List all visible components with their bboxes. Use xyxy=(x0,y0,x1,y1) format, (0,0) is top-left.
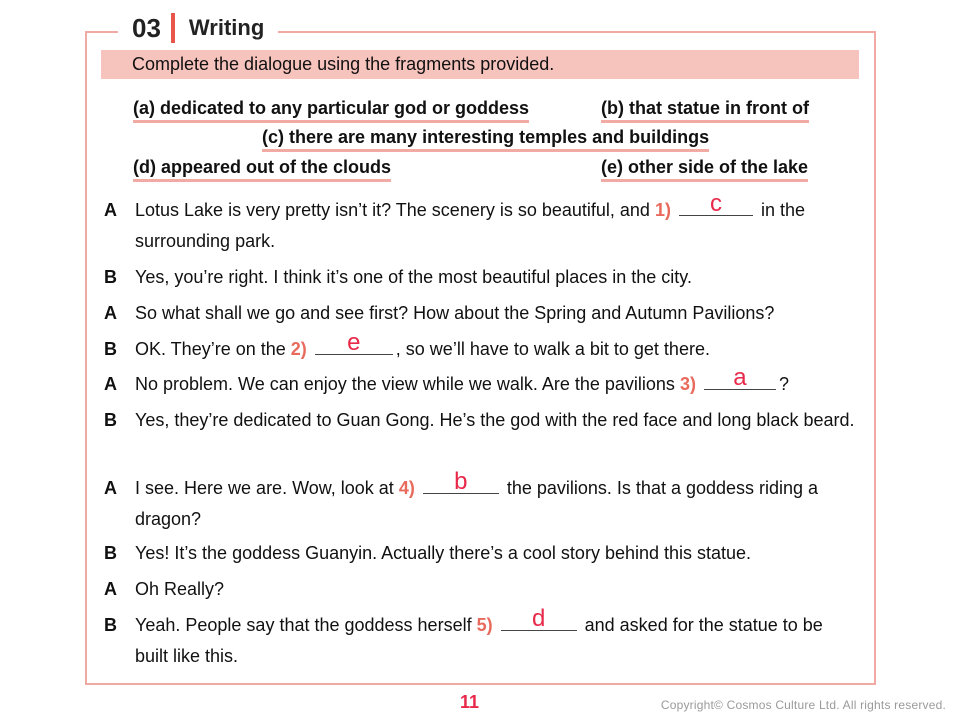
speaker-label: B xyxy=(104,543,117,563)
fragment-a: (a) dedicated to any particular god or goddess xyxy=(133,97,529,123)
line-text: So what shall we go and see first? How about the Spring and Autumn Pavilions? xyxy=(135,303,775,323)
line-text xyxy=(135,605,859,672)
line-text xyxy=(135,329,859,365)
answer-blank-2[interactable] xyxy=(315,329,393,356)
answer-blank-1[interactable] xyxy=(679,190,753,217)
instruction-banner: Complete the dialogue using the fragments provided. xyxy=(101,50,859,79)
copyright-notice: Copyright© Cosmos Culture Ltd. All rights reserved. xyxy=(660,698,946,712)
text-before-blank: No problem. We can enjoy the view while we walk. Are the pavilions xyxy=(135,374,675,394)
line-text: Yes, you’re right. I think it’s one of the most beautiful places in the city. xyxy=(135,267,692,287)
blank-number: 5) xyxy=(476,615,493,635)
blank-number: 1) xyxy=(654,200,671,220)
answer-text: e xyxy=(347,329,361,356)
text-after-blank: and asked for the statue to be built like this. xyxy=(135,615,823,666)
line-text xyxy=(135,190,859,257)
speaker-label: A xyxy=(104,579,117,599)
answer-text: b xyxy=(454,468,468,495)
section-title: Writing xyxy=(188,15,265,40)
blank-number: 4) xyxy=(398,478,415,498)
text-before-blank: Yeah. People say that the goddess herself xyxy=(135,615,472,635)
fragment-c: (c) there are many interesting temples and buildings xyxy=(262,126,709,152)
answer-text: a xyxy=(733,364,747,391)
answer-text: d xyxy=(531,605,546,632)
text-before-blank: OK. They’re on the xyxy=(135,339,286,359)
speaker-label: A xyxy=(104,200,117,220)
speaker-label: B xyxy=(104,615,117,635)
speaker-label: A xyxy=(104,374,117,394)
answer-text: c xyxy=(709,190,722,217)
blank-number: 2) xyxy=(290,339,307,359)
speaker-label: A xyxy=(104,303,117,323)
answer-blank-5[interactable] xyxy=(501,605,577,632)
text-after-blank: the pavilions. Is that a goddess riding a dragon? xyxy=(135,478,819,529)
speaker-label: B xyxy=(104,410,117,430)
line-text: Oh Really? xyxy=(135,579,225,599)
page-number: 11 xyxy=(460,692,480,712)
text-after-blank: in the surrounding park. xyxy=(135,200,806,251)
line-text xyxy=(135,468,859,535)
line-text: Yes! It’s the goddess Guanyin. Actually there’s a cool story behind this statue. xyxy=(135,543,752,563)
text-after-blank: , so we’ll have to walk a bit to get there. xyxy=(395,339,710,359)
fragment-e: (e) other side of the lake xyxy=(601,156,808,182)
section-divider xyxy=(171,13,175,43)
answer-blank-3[interactable] xyxy=(704,364,776,391)
text-before-blank: Lotus Lake is very pretty isn’t it? The scenery is so beautiful, and xyxy=(135,200,650,220)
speaker-label: B xyxy=(104,267,117,287)
text-after-blank: ? xyxy=(778,374,789,394)
text-before-blank: I see. Here we are. Wow, look at xyxy=(135,478,394,498)
fragment-d: (d) appeared out of the clouds xyxy=(133,156,391,182)
answer-blank-4[interactable] xyxy=(423,468,499,495)
blank-number: 3) xyxy=(679,374,696,394)
fragment-b: (b) that statue in front of xyxy=(601,97,809,123)
speaker-label: A xyxy=(104,478,117,498)
line-text xyxy=(135,364,859,400)
line-text: Yes, they’re dedicated to Guan Gong. He’s the god with the red face and long black beard. xyxy=(135,410,855,430)
section-number: 03 xyxy=(132,12,161,43)
speaker-label: B xyxy=(104,339,117,359)
section-header xyxy=(118,8,278,48)
